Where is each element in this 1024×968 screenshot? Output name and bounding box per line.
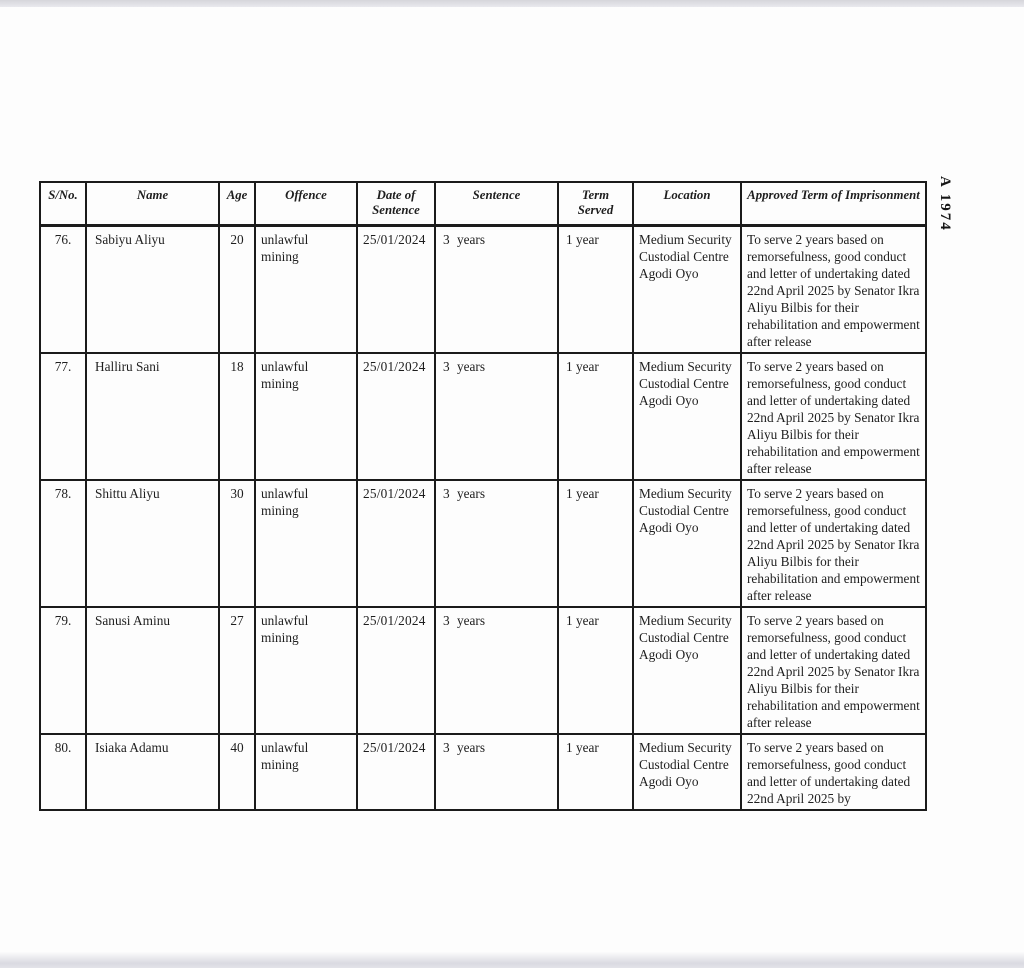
column-header: Sentence [435,182,558,225]
cell-term-served: 1 year [558,607,633,734]
cell-offence: unlawful mining [255,734,357,810]
cell-sentence: 3 years [435,734,558,810]
column-header: Approved Term of Imprisonment [741,182,926,225]
cell-location: Medium Security Custodial Centre Agodi Oyo [633,607,741,734]
cell-name: Halliru Sani [86,353,219,480]
cell-term-served: 1 year [558,734,633,810]
cell-location: Medium Security Custodial Centre Agodi Oyo [633,734,741,810]
cell-sentence: 3 years [435,353,558,480]
photo-edge-top [0,0,1024,7]
cell-date-of-sentence: 25/01/2024 [357,480,435,607]
cell-age: 18 [219,353,255,480]
cell-name: Sanusi Aminu [86,607,219,734]
cell-approved-term: To serve 2 years based on remorsefulness, good conduct and letter of undertaking dated 22nd April 2025 by Senator Ikra Aliyu Bilbis for their rehabilitation and empowerment after release [741,480,926,607]
table-row [40,225,926,353]
cell-date-of-sentence: 25/01/2024 [357,607,435,734]
cell-location: Medium Security Custodial Centre Agodi Oyo [633,225,741,353]
cell-offence: unlawful mining [255,480,357,607]
prisoner-release-table [39,181,927,811]
cell-offence: unlawful mining [255,353,357,480]
cell-sentence: 3 years [435,225,558,353]
cell-name: Shittu Aliyu [86,480,219,607]
cell-term-served: 1 year [558,225,633,353]
cell-approved-term: To serve 2 years based on remorsefulness, good conduct and letter of undertaking dated 22nd April 2025 by Senator Ikra Aliyu Bilbis for their rehabilitation and empowerment after release [741,225,926,353]
cell-serial-number: 77. [40,353,86,480]
column-header: Name [86,182,219,225]
cell-approved-term: To serve 2 years based on remorsefulness, good conduct and letter of undertaking dated 22nd April 2025 by [741,734,926,810]
cell-serial-number: 80. [40,734,86,810]
column-header: Location [633,182,741,225]
cell-age: 40 [219,734,255,810]
column-header: S/No. [40,182,86,225]
table-row [40,607,926,734]
table-header-row [40,182,926,225]
cell-location: Medium Security Custodial Centre Agodi Oyo [633,480,741,607]
cell-term-served: 1 year [558,480,633,607]
cell-serial-number: 78. [40,480,86,607]
cell-serial-number: 79. [40,607,86,734]
table-body [40,225,926,810]
column-header: Offence [255,182,357,225]
cell-age: 27 [219,607,255,734]
cell-approved-term: To serve 2 years based on remorsefulness, good conduct and letter of undertaking dated 22nd April 2025 by Senator Ikra Aliyu Bilbis for their rehabilitation and empowerment after release [741,353,926,480]
cell-age: 30 [219,480,255,607]
cell-term-served: 1 year [558,353,633,480]
cell-date-of-sentence: 25/01/2024 [357,353,435,480]
table-row [40,480,926,607]
cell-age: 20 [219,225,255,353]
table-row [40,353,926,480]
cell-location: Medium Security Custodial Centre Agodi Oyo [633,353,741,480]
column-header: Term Served [558,182,633,225]
column-header: Date of Sentence [357,182,435,225]
column-header: Age [219,182,255,225]
cell-sentence: 3 years [435,607,558,734]
cell-date-of-sentence: 25/01/2024 [357,225,435,353]
page-side-label: A 1974 [937,176,953,232]
table-row [40,734,926,810]
cell-sentence: 3 years [435,480,558,607]
photo-edge-bottom [0,952,1024,968]
cell-approved-term: To serve 2 years based on remorsefulness, good conduct and letter of undertaking dated 22nd April 2025 by Senator Ikra Aliyu Bilbis for their rehabilitation and empowerment after release [741,607,926,734]
cell-offence: unlawful mining [255,607,357,734]
cell-name: Sabiyu Aliyu [86,225,219,353]
cell-serial-number: 76. [40,225,86,353]
cell-date-of-sentence: 25/01/2024 [357,734,435,810]
cell-offence: unlawful mining [255,225,357,353]
cell-name: Isiaka Adamu [86,734,219,810]
